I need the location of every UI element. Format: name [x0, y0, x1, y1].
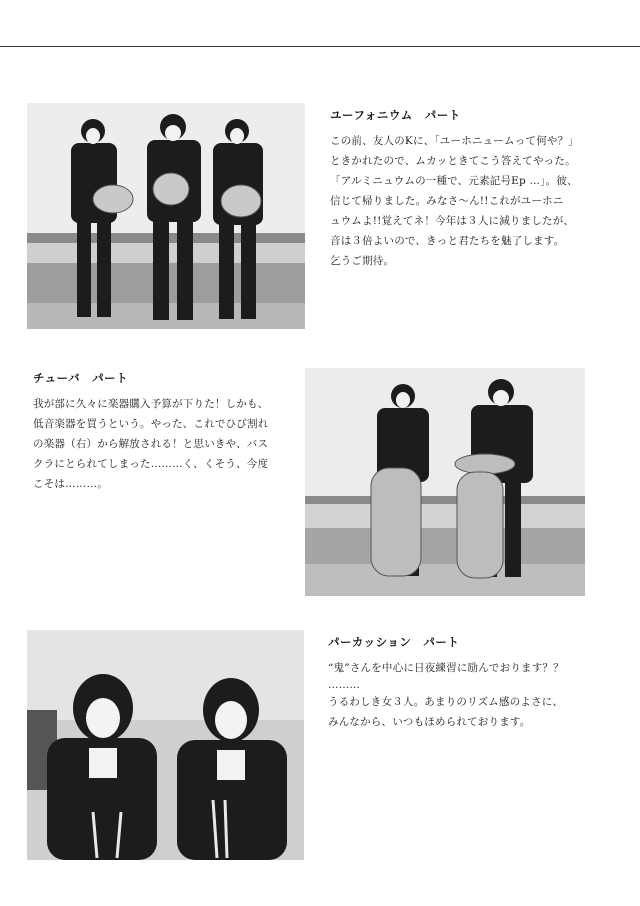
body-line: この前、友人のKに、「ユーホニュームって何や？」 [330, 135, 579, 147]
body-line: クラにとられてしまった………く、くそう、今度 [33, 458, 269, 470]
euphonium-heading: ユーフォニウム パート [330, 108, 461, 122]
euphonium-section [330, 107, 630, 271]
body-line: 低音楽器を買うという。やった、これでひび割れ [33, 418, 269, 430]
body-line: ュウムよ!!覚えてネ！今年は３人に減りましたが、 [330, 215, 575, 227]
body-line: こそは………。 [33, 478, 108, 490]
tuba-photo [305, 368, 585, 596]
body-line: ときかれたので、ムカッときてこう答えてやった。 [330, 155, 576, 167]
tuba-section [33, 370, 298, 494]
euphonium-photo [27, 103, 305, 329]
body-line: 我が部に久々に楽器購入予算が下りた！しかも、 [33, 398, 269, 410]
body-line: 乞うご期待。 [330, 255, 395, 267]
body-line: 音は３倍よいので、きっと君たちを魅了します。 [330, 235, 565, 247]
percussion-section [328, 634, 633, 732]
percussion-heading: パーカッション パート [328, 635, 460, 649]
body-line: みんなから、いつもほめられております。 [328, 716, 531, 728]
top-rule [0, 46, 640, 47]
body-line: 「アルミニュウムの一種で、元素記号Ep …」。彼、 [330, 175, 578, 187]
body-line: うるわしき女３人。あまりのリズム感のよさに、 [328, 696, 564, 708]
body-line: ……… [328, 679, 361, 691]
percussion-photo [27, 630, 304, 860]
body-line: の楽器（右）から解放される！と思いきや、バス [33, 438, 269, 450]
body-line: 信じて帰りました。みなさ～ん!!これがユーホニ [330, 195, 564, 207]
body-line: “鬼”さんを中心に日夜練習に励んでおります？？ [328, 662, 564, 674]
tuba-heading: チューバ パート [33, 371, 129, 385]
